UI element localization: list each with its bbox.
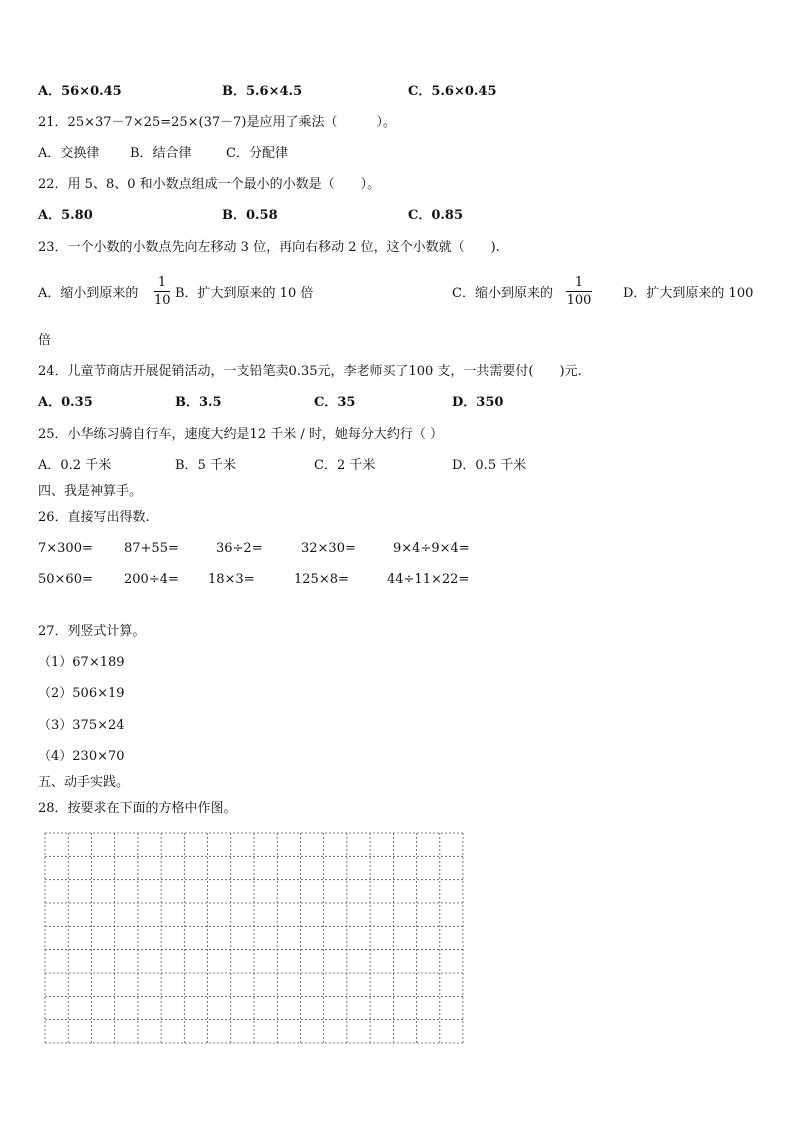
q21-option-b: B．结合律 (130, 146, 192, 161)
q26-row1-item: 7×300= (38, 541, 93, 556)
q22-option-c: C．0.85 (408, 208, 464, 223)
drawing-grid[interactable] (44, 832, 464, 1044)
fraction-numerator: 1 (157, 275, 167, 290)
q22-stem: 22．用 5、8、0 和小数点组成一个最小的小数是（ ）。 (38, 177, 381, 192)
q27-item: （3）375×24 (38, 718, 125, 733)
q23-option-a-fraction (154, 275, 170, 308)
q27-item: （1）67×189 (38, 655, 125, 670)
q24-option-b: B．3.5 (175, 395, 222, 410)
q21-option-a: A．交换律 (38, 146, 100, 161)
q26-row2-item: 18×3= (208, 572, 255, 587)
fraction-bar (154, 291, 170, 292)
q25-option-a: A．0.2 千米 (38, 458, 112, 473)
q22-option-b: B．0.58 (222, 208, 278, 223)
fraction-numerator: 1 (574, 275, 584, 290)
q21-option-c: C．分配律 (226, 146, 288, 161)
q23-option-b: B．扩大到原来的 10 倍 (175, 286, 314, 301)
q26-row1-item: 36÷2= (216, 541, 263, 556)
q22-option-a: A．5.80 (38, 208, 93, 223)
q26-row1-item: 87+55= (124, 541, 179, 556)
q24-option-a: A．0.35 (38, 395, 93, 410)
q25-option-c: C．2 千米 (314, 458, 376, 473)
q26-row2-item: 44÷11×22= (387, 572, 470, 587)
q27-item: （4）230×70 (38, 749, 125, 764)
q25-stem: 25．小华练习骑自行车，速度大约是12 千米 / 时，她每分大约行（ ） (38, 427, 443, 442)
fraction-denominator: 10 (154, 293, 171, 308)
q23-option-c-fraction (566, 275, 592, 308)
q28-stem: 28．按要求在下面的方格中作图。 (38, 801, 237, 816)
fraction-denominator: 100 (566, 293, 592, 308)
q27-item: （2）506×19 (38, 686, 125, 701)
q26-stem: 26．直接写出得数. (38, 510, 150, 525)
fraction-bar (566, 291, 592, 292)
section-4-heading: 四、我是神算手。 (38, 484, 143, 499)
q23-option-a-label: A．缩小到原来的 (38, 286, 139, 301)
q26-row2-item: 50×60= (38, 572, 93, 587)
q26-row1-item: 9×4÷9×4= (393, 541, 470, 556)
q25-option-b: B．5 千米 (175, 458, 236, 473)
q26-row2-item: 200÷4= (124, 572, 179, 587)
q26-row1-item: 32×30= (301, 541, 356, 556)
q20-option-b: B．5.6×4.5 (222, 84, 303, 99)
q24-option-d: D．350 (452, 395, 504, 410)
q26-row2-item: 125×8= (294, 572, 349, 587)
q23-option-c-label: C．缩小到原来的 (452, 286, 553, 301)
q20-option-c: C．5.6×0.45 (408, 84, 497, 99)
section-5-heading: 五、动手实践。 (38, 775, 130, 790)
q27-stem: 27．列竖式计算。 (38, 624, 146, 639)
q25-option-d: D．0.5 千米 (452, 458, 527, 473)
q24-stem: 24．儿童节商店开展促销活动，一支铅笔卖0.35元，李老师买了100 支，一共需要付( )元. (38, 364, 582, 379)
q21-stem: 21．25×37－7×25=25×(37－7)是应用了乘法（ ）。 (38, 115, 397, 130)
q23-option-d-wrap: 倍 (38, 333, 52, 348)
q24-option-c: C．35 (314, 395, 356, 410)
q20-option-a: A．56×0.45 (38, 84, 122, 99)
q23-stem: 23．一个小数的小数点先向左移动 3 位，再向右移动 2 位，这个小数就（ ). (38, 240, 500, 255)
q23-option-d: D．扩大到原来的 100 (623, 286, 754, 301)
